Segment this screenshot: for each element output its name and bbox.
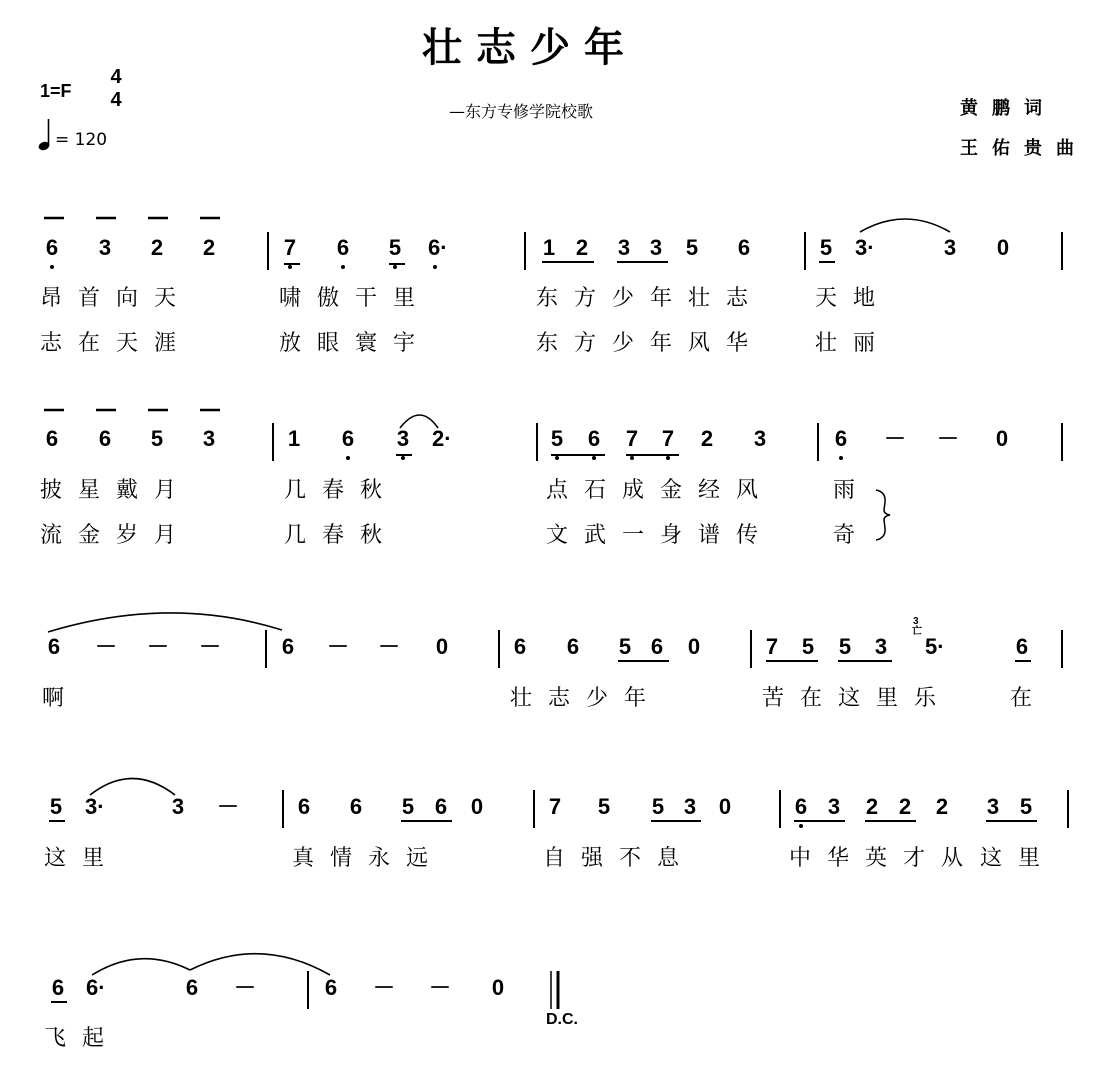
lyric-text-verse2: 流金岁月 xyxy=(40,523,193,548)
lyric-text: 昂首向天 xyxy=(40,286,193,311)
lyric-text: 中华英才从 xyxy=(789,846,980,871)
lyric-text-verse2: 几春秋 xyxy=(284,523,399,548)
note: 6 xyxy=(324,975,338,1000)
note: 2 xyxy=(202,235,216,260)
note: 0 xyxy=(687,634,701,659)
note: 2 xyxy=(150,235,164,260)
note: 6 xyxy=(98,426,112,451)
lyric-text: 几春秋 xyxy=(284,478,399,503)
note: 5 xyxy=(838,634,852,659)
lyric-text: 东方少年壮志 xyxy=(536,286,765,311)
note: 5 xyxy=(618,634,632,659)
lyric-text: 壮志少年 xyxy=(510,686,663,711)
time-signature-bottom: 4 xyxy=(110,89,122,111)
note: 3 xyxy=(827,794,841,819)
key-signature: 1=F xyxy=(40,81,72,101)
note: 2 xyxy=(898,794,912,819)
lyric-text: 苦在这里乐 xyxy=(762,686,953,711)
note: 6 xyxy=(45,235,59,260)
note: 5 xyxy=(1019,794,1033,819)
note: 6 xyxy=(794,794,808,819)
note: 5 xyxy=(150,426,164,451)
song-title: 壮志少年 xyxy=(422,25,638,71)
note: 0 xyxy=(491,975,505,1000)
lyric-text: 这里 xyxy=(980,846,1057,871)
note: 7 xyxy=(625,426,639,451)
note: － xyxy=(326,634,349,659)
note: 3 xyxy=(874,634,888,659)
note: 3 xyxy=(649,235,663,260)
note: 2 xyxy=(575,235,589,260)
note: 5 xyxy=(401,794,415,819)
slur-arc xyxy=(860,219,950,232)
note: 3 xyxy=(396,426,410,451)
note: 2 xyxy=(865,794,879,819)
note: 0 xyxy=(718,794,732,819)
note: 5 xyxy=(819,235,833,260)
grace-note-number: 3 xyxy=(913,616,919,627)
note: 5 xyxy=(801,634,815,659)
note: 6 xyxy=(51,975,65,1000)
note: 7 xyxy=(283,235,297,260)
note: 5 xyxy=(388,235,402,260)
lyric-text-verse2: 东方少年风华 xyxy=(536,331,765,356)
note: － xyxy=(936,426,959,451)
lyric-text: 这里 xyxy=(44,846,121,871)
tempo-marking: = 120 xyxy=(55,130,108,150)
lyric-text: 真情永远 xyxy=(292,846,445,871)
lyric-text: 啸傲干里 xyxy=(279,286,432,311)
note: 1 xyxy=(287,426,301,451)
note: 6· xyxy=(86,975,106,1000)
note: 5· xyxy=(925,634,945,659)
note: 6 xyxy=(434,794,448,819)
lyric-text: 在 xyxy=(1010,686,1049,711)
note: 3 xyxy=(683,794,697,819)
lyric-text: 自强不息 xyxy=(543,846,696,871)
note: － xyxy=(216,794,239,819)
lyric-text-verse2: 放眼寰宇 xyxy=(279,331,432,356)
note: － xyxy=(377,634,400,659)
slur-arc xyxy=(90,779,175,796)
lyric-text: 飞起 xyxy=(44,1026,121,1051)
note: 2· xyxy=(432,426,452,451)
note: 5 xyxy=(550,426,564,451)
note: 6 xyxy=(513,634,527,659)
note: 6 xyxy=(650,634,664,659)
note: － xyxy=(146,634,169,659)
lyric-text: 点石成金经风 xyxy=(546,478,775,503)
lyric-text: 啊 xyxy=(42,686,81,711)
lyric-text-verse2: 志在天涯 xyxy=(40,331,193,356)
note: 3· xyxy=(85,794,105,819)
note: 5 xyxy=(49,794,63,819)
note: － xyxy=(428,975,451,1000)
note: － xyxy=(198,634,221,659)
note: － xyxy=(233,975,256,1000)
note: 3 xyxy=(943,235,957,260)
note: 6· xyxy=(428,235,448,260)
note: 5 xyxy=(651,794,665,819)
note: 3 xyxy=(753,426,767,451)
note: 3 xyxy=(986,794,1000,819)
note: 2 xyxy=(935,794,949,819)
note: 5 xyxy=(597,794,611,819)
composer-credit: 王佑贵曲 xyxy=(960,138,1088,159)
note: 6 xyxy=(341,426,355,451)
note: 0 xyxy=(470,794,484,819)
note: 7 xyxy=(661,426,675,451)
note: － xyxy=(94,634,117,659)
note: 6 xyxy=(47,634,61,659)
da-capo-mark: D.C. xyxy=(546,1011,578,1028)
note: 3 xyxy=(202,426,216,451)
song-subtitle: —东方专修学院校歌 xyxy=(449,102,594,121)
note: 2 xyxy=(700,426,714,451)
slur-arc xyxy=(400,415,438,428)
note: 6 xyxy=(349,794,363,819)
note: － xyxy=(372,975,395,1000)
lyric-text: 披星戴月 xyxy=(40,478,193,503)
note: 6 xyxy=(281,634,295,659)
note: 3 xyxy=(171,794,185,819)
note: 6 xyxy=(297,794,311,819)
note: 7 xyxy=(548,794,562,819)
note: 3· xyxy=(855,235,875,260)
note: 6 xyxy=(185,975,199,1000)
note: 6 xyxy=(737,235,751,260)
note: － xyxy=(883,426,906,451)
note: 3 xyxy=(98,235,112,260)
grace-note-glyph: 亡 xyxy=(912,626,922,637)
note: 6 xyxy=(45,426,59,451)
note: 0 xyxy=(996,235,1010,260)
note: 3 xyxy=(617,235,631,260)
note: 0 xyxy=(435,634,449,659)
lyric-text-verse2: 奇 xyxy=(833,523,872,548)
time-signature-top: 4 xyxy=(110,66,122,88)
right-brace-icon xyxy=(876,490,890,540)
note: 6 xyxy=(587,426,601,451)
lyric-text: 天地 xyxy=(815,286,892,311)
lyric-text-verse2: 文武一身谱传 xyxy=(546,523,775,548)
slur-arc xyxy=(48,613,282,632)
note: 5 xyxy=(685,235,699,260)
note: 7 xyxy=(765,634,779,659)
note: 6 xyxy=(1015,634,1029,659)
note: 1 xyxy=(542,235,556,260)
note: 6 xyxy=(336,235,350,260)
lyricist-credit: 黄鹏词 xyxy=(960,98,1056,119)
lyric-text-verse2: 壮丽 xyxy=(815,331,892,356)
slur-arc xyxy=(92,959,190,975)
note: 0 xyxy=(995,426,1009,451)
lyric-text: 雨 xyxy=(833,478,872,503)
note: 6 xyxy=(566,634,580,659)
note: 6 xyxy=(834,426,848,451)
